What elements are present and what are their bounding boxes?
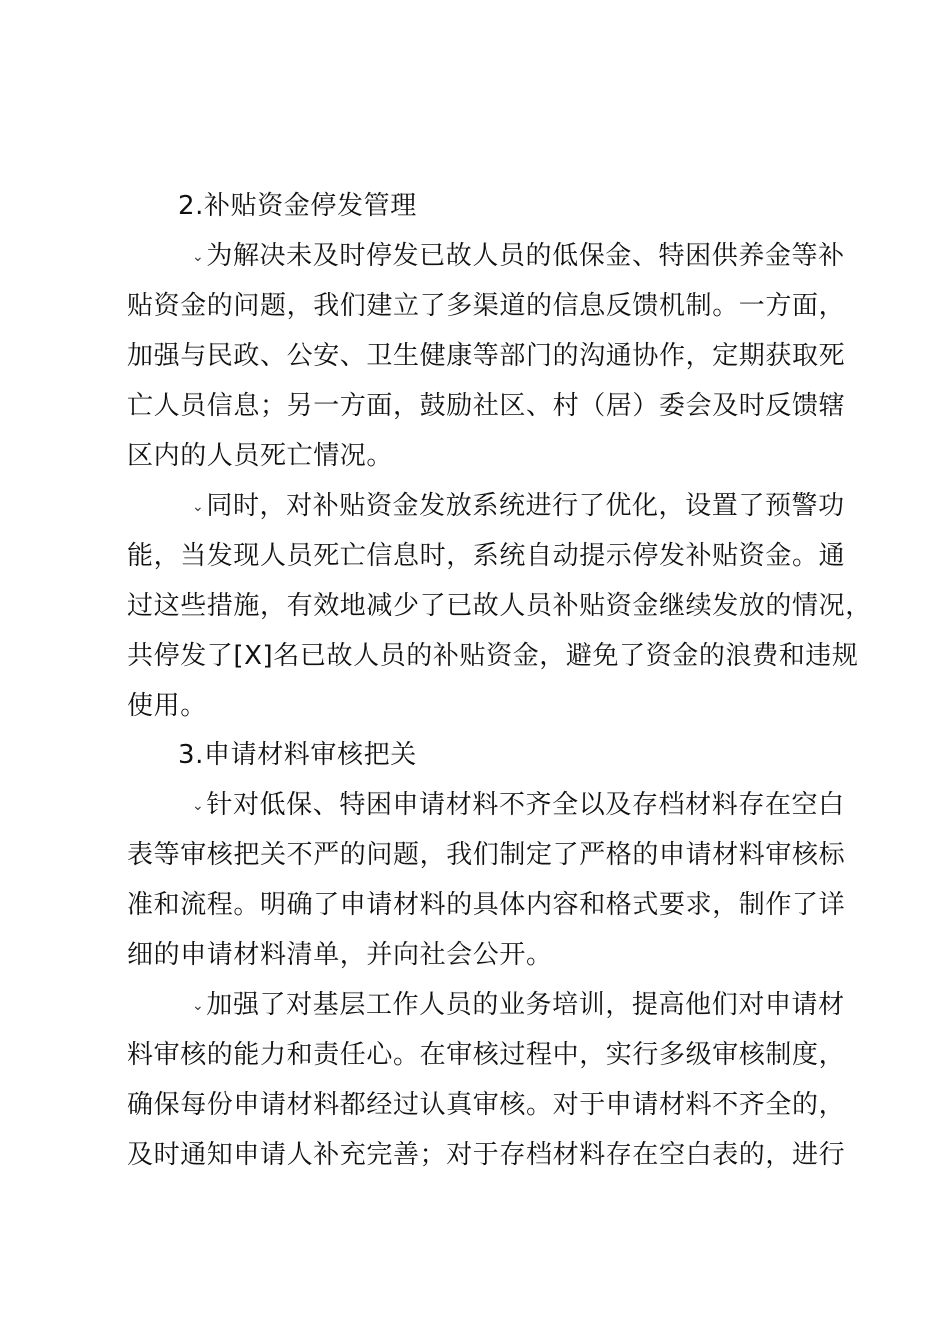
paragraph-line: 表等审核把关不严的问题，我们制定了严格的申请材料审核标 xyxy=(127,840,846,870)
paragraph-line: 贴资金的问题，我们建立了多渠道的信息反馈机制。一方面， xyxy=(127,291,846,321)
paragraph-line: 加强与民政、公安、卫生健康等部门的沟通协作，定期获取死 xyxy=(127,341,846,371)
paragraph-line: 及时通知申请人补充完善；对于存档材料存在空白表的，进行 xyxy=(127,1140,846,1170)
paragraph-line xyxy=(192,988,845,1023)
paragraph-mark-icon: ⌄ xyxy=(192,997,205,1014)
paragraph-line: 准和流程。明确了申请材料的具体内容和格式要求，制作了详 xyxy=(127,890,846,920)
paragraph-line: 共停发了[X]名已故人员的补贴资金，避免了资金的浪费和违规 xyxy=(127,641,859,671)
paragraph-line: 能，当发现人员死亡信息时，系统自动提示停发补贴资金。通 xyxy=(127,541,846,571)
paragraph-line: 确保每份申请材料都经过认真审核。对于申请材料不齐全的， xyxy=(127,1090,846,1120)
paragraph-line xyxy=(192,788,845,823)
paragraph-line: 细的申请材料清单，并向社会公开。 xyxy=(127,940,553,970)
paragraph-line: 亡人员信息；另一方面，鼓励社区、村（居）委会及时反馈辖 xyxy=(127,391,846,421)
paragraph-line-text: 加强了对基层工作人员的业务培训，提高他们对申请材 xyxy=(206,990,845,1020)
paragraph-line-text: 针对低保、特困申请材料不齐全以及存档材料存在空白 xyxy=(206,790,845,820)
paragraph-mark-icon: ⌄ xyxy=(192,498,205,515)
section-2-heading: 2.补贴资金停发管理 xyxy=(178,191,417,221)
paragraph-line xyxy=(192,489,845,524)
paragraph-line: 区内的人员死亡情况。 xyxy=(127,441,394,471)
paragraph-line: 使用。 xyxy=(127,691,207,721)
paragraph-line: 料审核的能力和责任心。在审核过程中，实行多级审核制度， xyxy=(127,1040,846,1070)
paragraph-line: 过这些措施，有效地减少了已故人员补贴资金继续发放的情况， xyxy=(127,591,872,621)
paragraph-line-text: 为解决未及时停发已故人员的低保金、特困供养金等补 xyxy=(206,241,845,271)
paragraph-line-text: 同时，对补贴资金发放系统进行了优化，设置了预警功 xyxy=(206,491,845,521)
section-3-heading: 3.申请材料审核把关 xyxy=(178,740,417,770)
paragraph-line xyxy=(192,239,845,274)
paragraph-mark-icon: ⌄ xyxy=(192,248,205,265)
paragraph-mark-icon: ⌄ xyxy=(192,797,205,814)
